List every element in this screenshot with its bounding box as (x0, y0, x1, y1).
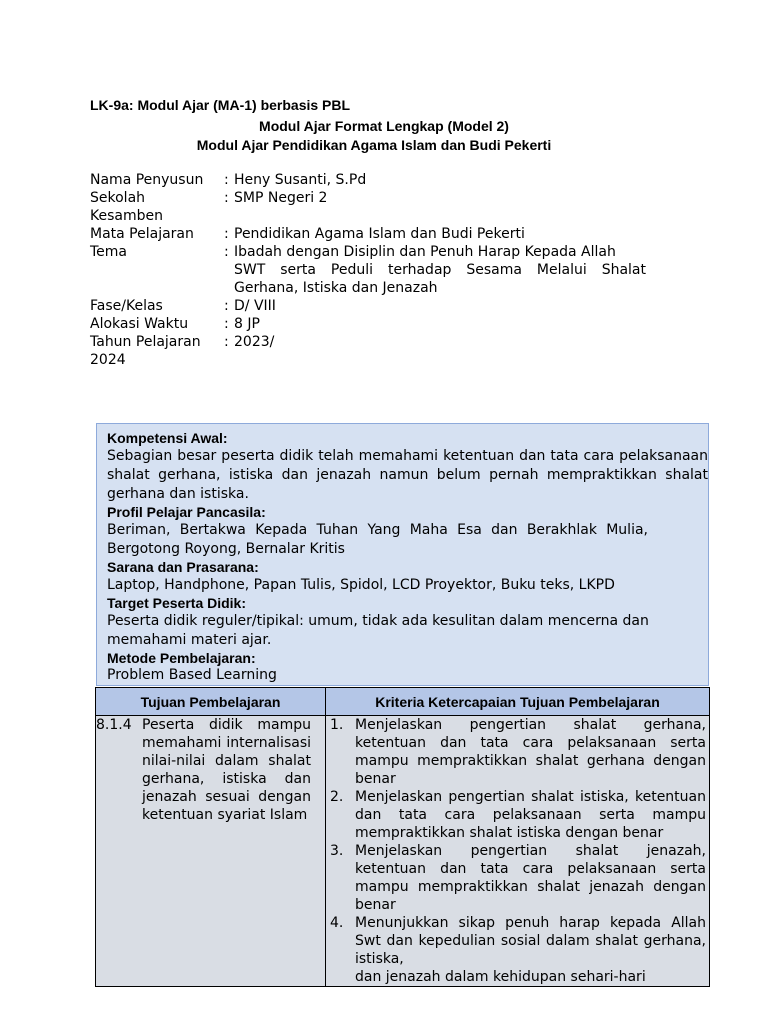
alokasi-row (90, 315, 660, 333)
mapel-row (90, 225, 660, 243)
alokasi-label: Alokasi Waktu (90, 316, 189, 332)
document-label: LK-9a: Modul Ajar (MA-1) berbasis PBL (90, 97, 351, 113)
penyusun-label: Nama Penyusun (90, 172, 204, 188)
objective-cell (96, 716, 326, 987)
penyusun-value: Heny Susanti, S.Pd (234, 172, 367, 188)
target-heading: Target Peserta Didik: (107, 595, 247, 611)
mapel-value: Pendidikan Agama Islam dan Budi Pekerti (234, 226, 525, 242)
tahun-value: 2023/ (234, 334, 275, 350)
tahun-continuation-text: 2024 (90, 352, 126, 368)
document-subtitle: Modul Ajar Pendidikan Agama Islam dan Budi Pekerti (196, 137, 552, 153)
colon: : (224, 172, 229, 188)
fase-value: D/ VIII (234, 298, 276, 314)
table-header-row (96, 688, 710, 716)
list-item (330, 716, 706, 788)
sarana-heading: Sarana dan Prasarana: (107, 559, 259, 575)
fase-row (90, 297, 660, 315)
metode-heading: Metode Pembelajaran: (107, 650, 256, 666)
penyusun-row (90, 171, 660, 189)
criteria-number: 4. (330, 915, 344, 931)
alokasi-value: 8 JP (234, 316, 260, 332)
metode-text: Problem Based Learning (107, 667, 277, 683)
list-item (330, 914, 706, 986)
tahun-label: Tahun Pelajaran (90, 334, 201, 350)
tema-value-line-3: Gerhana, Istiska dan Jenazah (234, 280, 438, 296)
colon: : (224, 316, 229, 332)
document-title: Modul Ajar Format Lengkap (Model 2) (259, 118, 509, 134)
colon: : (224, 334, 229, 350)
tema-value-line-1: Ibadah dengan Disiplin dan Penuh Harap Kepada Allah (234, 244, 616, 260)
module-info-box (96, 423, 709, 686)
list-item (330, 788, 706, 842)
mapel-label: Mata Pelajaran (90, 226, 194, 242)
tahun-continuation (90, 351, 660, 369)
identity-section (90, 171, 660, 369)
column-header-tujuan: Tujuan Pembelajaran (96, 688, 326, 716)
kompetensi-heading: Kompetensi Awal: (107, 430, 228, 446)
criteria-text-continued: dan jenazah dalam kehidupan sehari-hari (355, 969, 646, 985)
profil-heading: Profil Pelajar Pancasila: (107, 504, 266, 520)
criteria-list (326, 716, 709, 986)
sekolah-continuation (90, 207, 660, 225)
profil-text: Beriman, Bertakwa Kepada Tuhan Yang Maha Esa dan Berakhlak Mulia, Bergotong Royong, Bernalar Kritis (107, 522, 648, 557)
sekolah-continuation-text: Kesamben (90, 208, 163, 224)
learning-objectives-table (95, 687, 710, 987)
tema-value-line-2: SWT serta Peduli terhadap Sesama Melalui Shalat (234, 262, 646, 278)
criteria-cell (326, 716, 710, 987)
sekolah-label: Sekolah (90, 190, 146, 206)
criteria-number: 1. (330, 717, 344, 733)
colon: : (224, 298, 229, 314)
colon: : (224, 190, 229, 206)
objective-text: Peserta didik mampu memahami internalisasi nilai-nilai dalam shalat gerhana, istiska dan jenazah sesuai dengan ketentuan syariat Islam (142, 717, 311, 823)
colon: : (224, 226, 229, 242)
criteria-text: Menjelaskan pengertian shalat jenazah, ketentuan dan tata cara pelaksanaan serta mampu mempraktikkan shalat jenazah dengan benar (355, 843, 706, 913)
criteria-number: 3. (330, 843, 344, 859)
objective-number: 8.1.4 (96, 717, 132, 733)
criteria-text: Menunjukkan sikap penuh harap kepada Allah Swt dan kepedulian sosial dalam shalat gerhana, istiska, (355, 915, 706, 967)
table-row (96, 716, 710, 987)
list-item (330, 842, 706, 914)
sekolah-value: SMP Negeri 2 (234, 190, 328, 206)
fase-label: Fase/Kelas (90, 298, 163, 314)
tahun-row (90, 333, 660, 351)
criteria-number: 2. (330, 789, 344, 805)
criteria-text: Menjelaskan pengertian shalat istiska, ketentuan dan tata cara pelaksanaan serta mampu mempraktikkan shalat istiska dengan benar (355, 789, 706, 841)
target-text: Peserta didik reguler/tipikal: umum, tidak ada kesulitan dalam mencerna dan memahami materi ajar. (107, 613, 649, 648)
kompetensi-text: Sebagian besar peserta didik telah memahami ketentuan dan tata cara pelaksanaan shalat gerhana, istiska dan jenazah namun belum pernah mempraktikkan shalat gerhana dan istiska. (107, 448, 708, 502)
tema-label: Tema (90, 244, 128, 260)
tema-row (90, 243, 660, 297)
colon: : (224, 244, 229, 260)
sarana-text: Laptop, Handphone, Papan Tulis, Spidol, LCD Proyektor, Buku teks, LKPD (107, 577, 615, 593)
criteria-text: Menjelaskan pengertian shalat gerhana, ketentuan dan tata cara pelaksanaan serta mampu mempraktikkan shalat gerhana dengan benar (355, 717, 706, 787)
column-header-kriteria: Kriteria Ketercapaian Tujuan Pembelajaran (326, 688, 710, 716)
sekolah-row (90, 189, 660, 207)
